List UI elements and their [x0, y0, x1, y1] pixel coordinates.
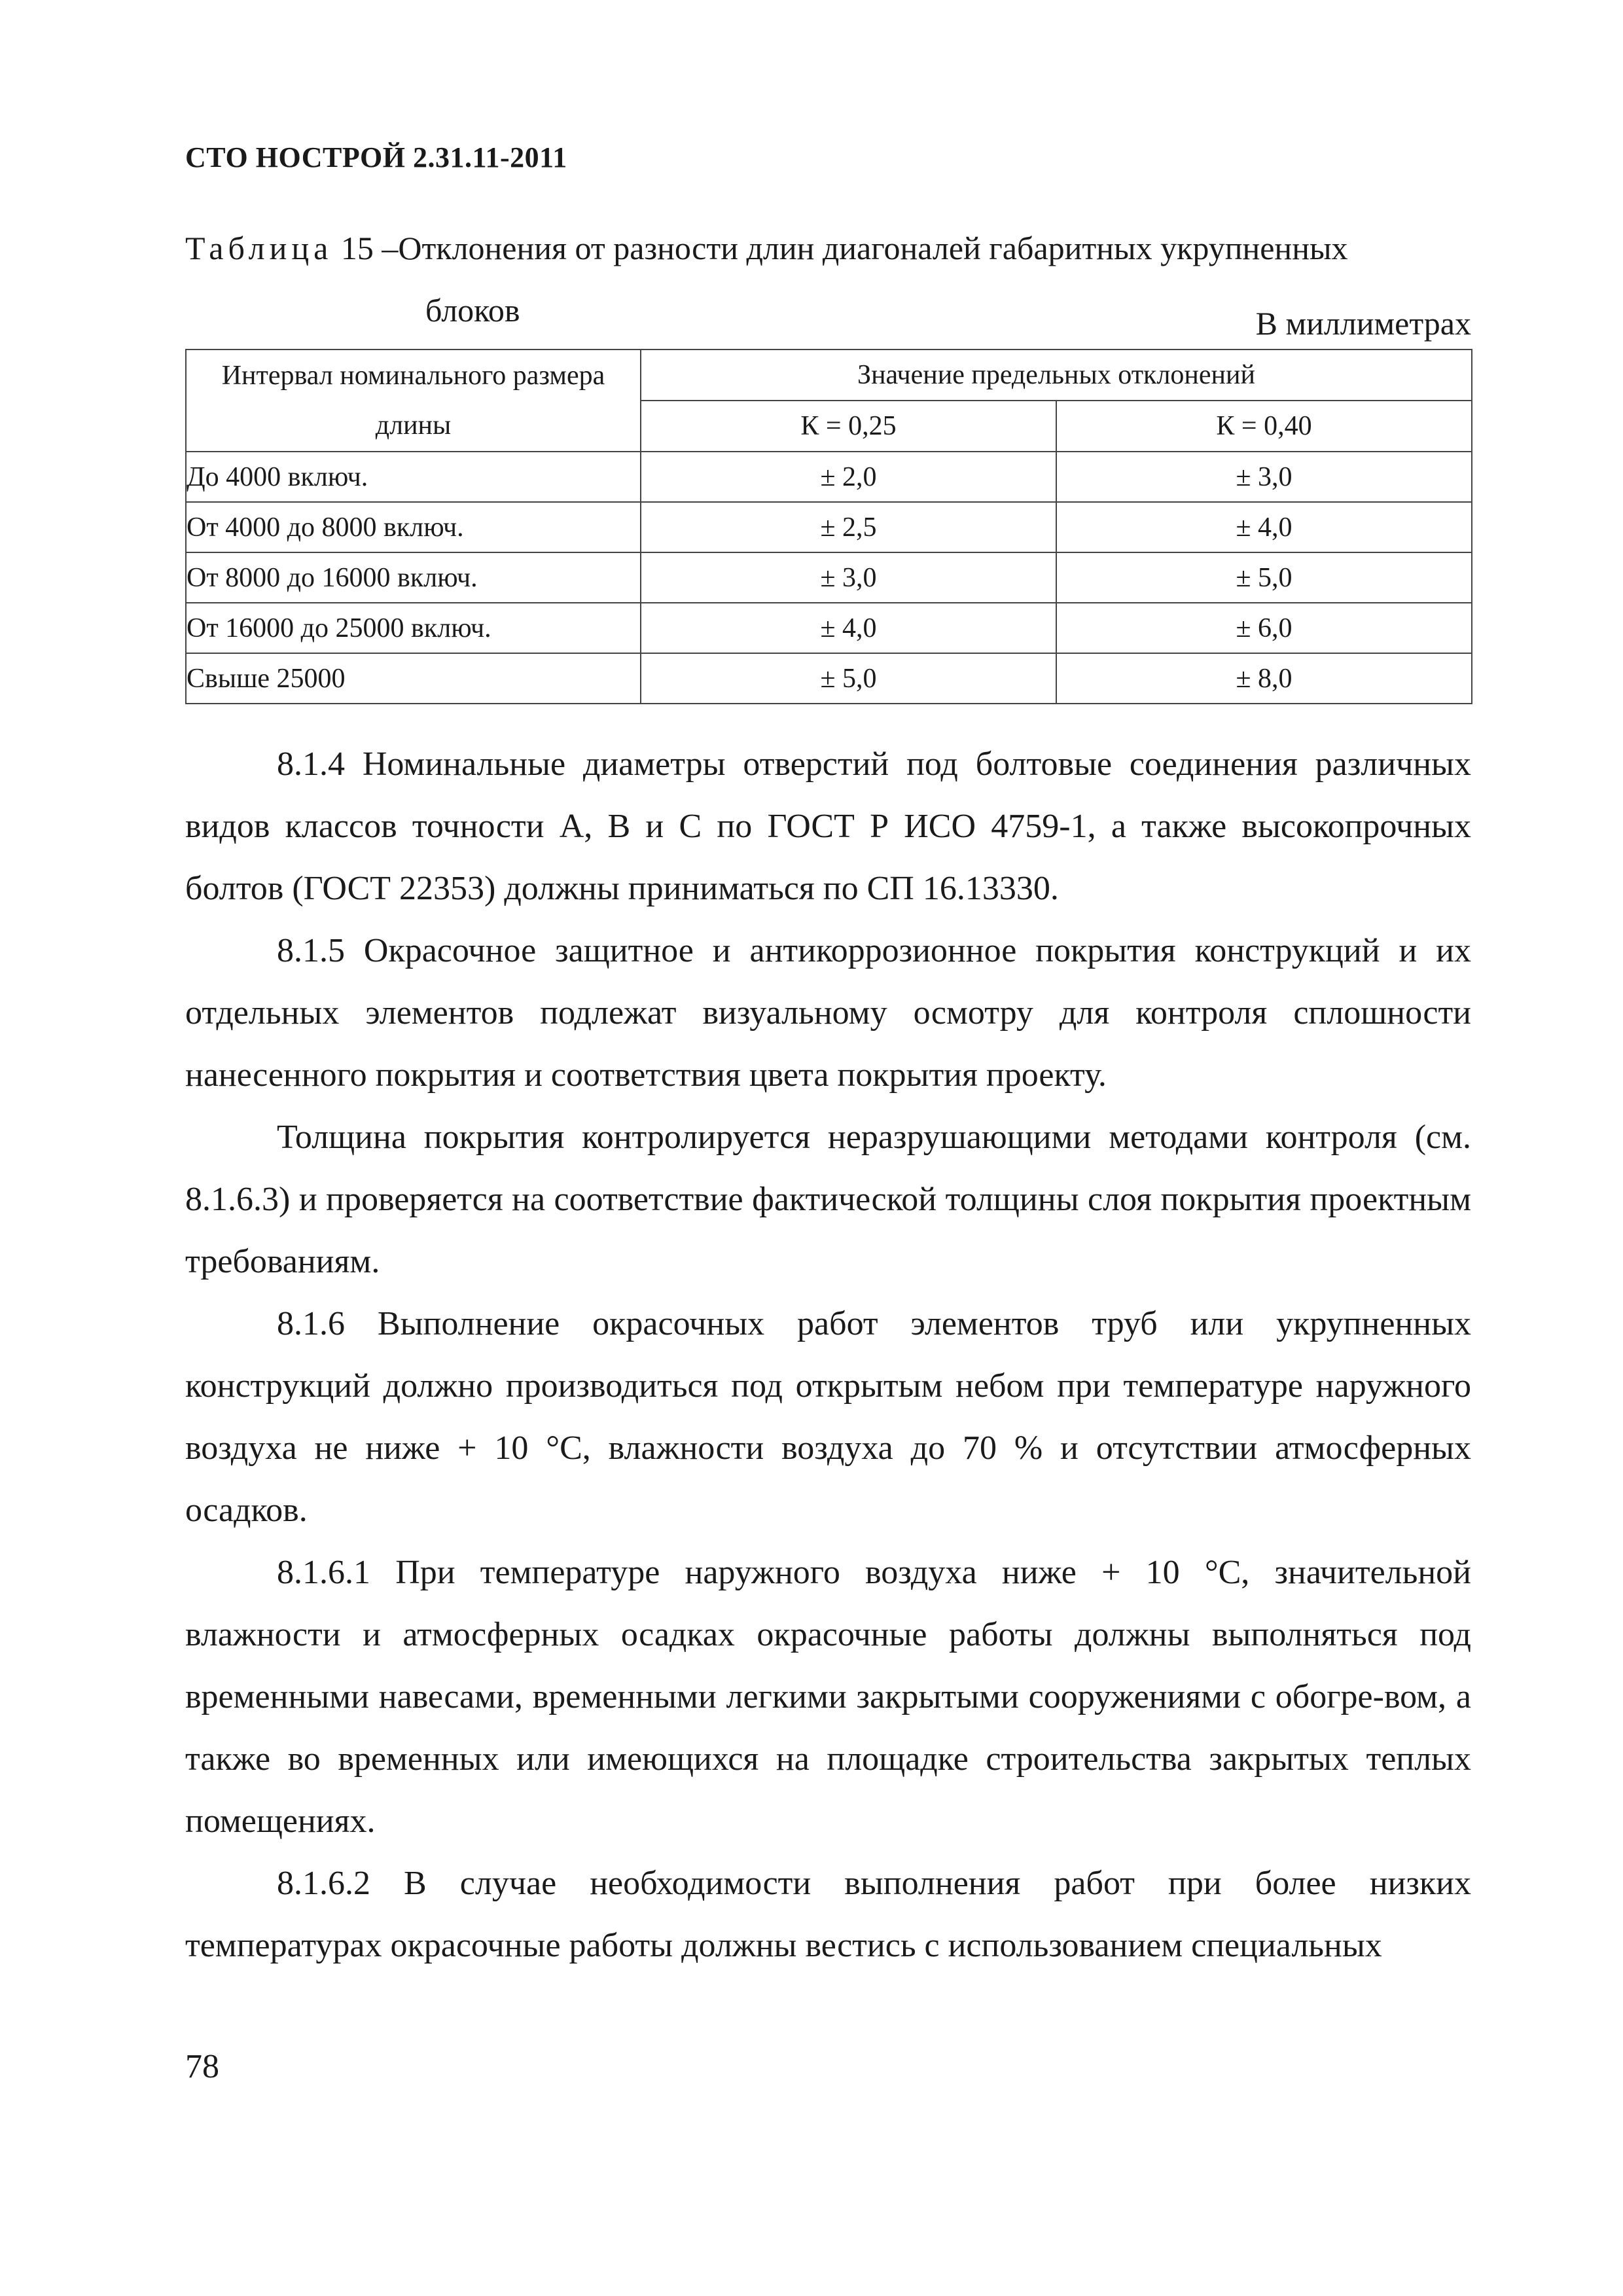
paragraph-8-1-4: 8.1.4 Номинальные диаметры отверстий под болтовые соединения различных видов классов точности А, В и С по ГОСТ Р ИСО 4759-1, а также высокопрочных болтов (ГОСТ 22353) должны приниматься по СП 16.13330.: [185, 745, 1471, 907]
k2-value-cell: ± 6,0: [1056, 603, 1472, 653]
k2-value-cell: ± 4,0: [1056, 502, 1472, 552]
interval-cell: От 8000 до 16000 включ.: [186, 552, 641, 603]
table-caption-label: Таблица: [185, 230, 333, 266]
interval-cell: От 4000 до 8000 включ.: [186, 502, 641, 552]
k1-value-cell: ± 2,5: [641, 502, 1056, 552]
k2-value-cell: ± 5,0: [1056, 552, 1472, 603]
paragraph-8-1-6-1: 8.1.6.1 При температуре наружного воздуха ниже + 10 °С, значительной влажности и атмосферных осадках окрасочные работы должны выполняться под временными навесами, временными легкими закрытыми сооружениями с обогре-вом, а также во временных или имеющихся на площадке строительства закрытых теплых помещениях.: [185, 1554, 1471, 1840]
k1-value-cell: ± 4,0: [641, 603, 1056, 653]
table-row: [186, 603, 1472, 653]
interval-cell: До 4000 включ.: [186, 452, 641, 502]
k2-value-cell: ± 8,0: [1056, 653, 1472, 704]
page-number: 78: [185, 2048, 219, 2085]
header-values-group: Значение предельных отклонений: [641, 350, 1472, 401]
table-row: [186, 552, 1472, 603]
table-row: [186, 502, 1472, 552]
table-units: В миллиметрах: [1255, 305, 1471, 342]
k2-value-cell: ± 3,0: [1056, 452, 1472, 502]
header-k2: К = 0,40: [1056, 401, 1472, 452]
k1-value-cell: ± 2,0: [641, 452, 1056, 502]
deviation-table: [185, 349, 1472, 704]
table-caption: [185, 226, 1471, 270]
table-caption-continuation: блоков: [425, 292, 520, 329]
table-caption-number: 15: [340, 230, 374, 266]
interval-cell: От 16000 до 25000 включ.: [186, 603, 641, 653]
k1-value-cell: ± 5,0: [641, 653, 1056, 704]
k1-value-cell: ± 3,0: [641, 552, 1056, 603]
header-interval: Интервал номинального размера длины: [186, 350, 641, 452]
header-k1: К = 0,25: [641, 401, 1056, 452]
table-caption-dash: –: [382, 230, 399, 266]
paragraph-8-1-6-2: 8.1.6.2 В случае необходимости выполнения работ при более низких температурах окрасочные работы должны вестись с использованием специальных: [185, 1865, 1471, 1964]
table-caption-text: Отклонения от разности длин диагоналей габаритных укрупненных: [398, 230, 1348, 266]
paragraph-8-1-6: 8.1.6 Выполнение окрасочных работ элементов труб или укрупненных конструкций должно производиться под открытым небом при температуре наружного воздуха не ниже + 10 °С, влажности воздуха до 70 % и отсутствии атмосферных осадков.: [185, 1305, 1471, 1529]
table-row: [186, 653, 1472, 704]
interval-cell: Свыше 25000: [186, 653, 641, 704]
body-text: [185, 733, 1471, 1977]
paragraph-8-1-5: 8.1.5 Окрасочное защитное и антикоррозионное покрытия конструкций и их отдельных элементов подлежат визуальному осмотру для контроля сплошности нанесенного покрытия и соответствия цвета покрытия проекту.: [185, 932, 1471, 1094]
document-header: СТО НОСТРОЙ 2.31.11-2011: [185, 141, 567, 173]
table-row: [186, 452, 1472, 502]
paragraph-thickness: Толщина покрытия контролируется неразрушающими методами контроля (см. 8.1.6.3) и проверяется на соответствие фактической толщины слоя покрытия проектным требованиям.: [185, 1119, 1471, 1280]
